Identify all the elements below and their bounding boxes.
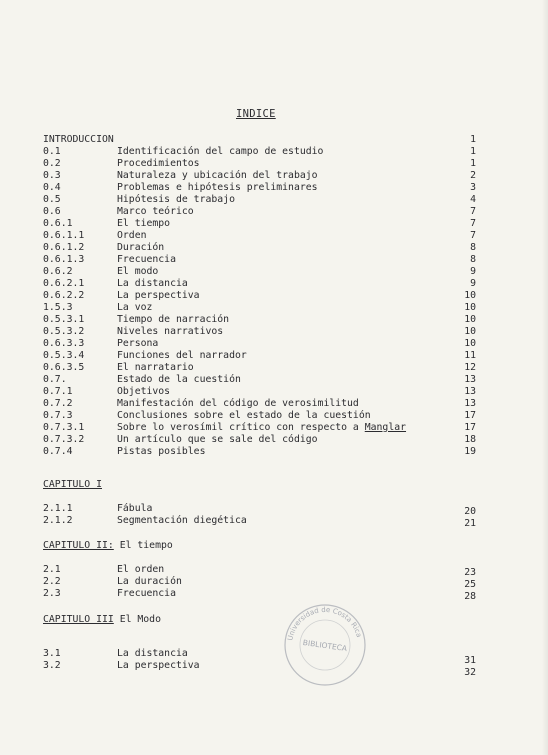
entry-page: 1 [470, 146, 476, 157]
entry-page: 23 [464, 567, 476, 578]
entry-page: 17 [464, 410, 476, 421]
entry-title: El narratario [117, 362, 194, 373]
entry-page: 3 [470, 182, 476, 193]
entry-number: 2.1.1 [43, 503, 73, 514]
chapter-label: CAPITULO III [43, 614, 114, 625]
entry-number: 3.2 [43, 660, 61, 671]
entry-title: Problemas e hipótesis preliminares [117, 182, 318, 193]
entry-title-text: Sobre lo verosímil crítico con respecto a [117, 422, 365, 433]
entry-number: 0.7.4 [43, 446, 73, 457]
entry-number: 0.7.1 [43, 386, 73, 397]
intro-label: INTRODUCCION [43, 134, 114, 145]
entry-number: 0.7. [43, 374, 67, 385]
entry-page: 20 [464, 506, 476, 517]
chapter-heading-2 [43, 540, 173, 552]
entry-page: 4 [470, 194, 476, 205]
entry-number: 0.6.1 [43, 218, 73, 229]
entry-page: 7 [470, 230, 476, 241]
toc-entry [0, 266, 548, 278]
chapter-heading-3 [43, 614, 161, 626]
entry-title: Manifestación del código de verosimilitud [117, 398, 359, 409]
entry-title: Persona [117, 338, 159, 349]
toc-entry [0, 410, 548, 422]
entry-number: 0.6.3.5 [43, 362, 85, 373]
entry-number: 0.6.1.3 [43, 254, 85, 265]
entry-page: 7 [470, 206, 476, 217]
entry-number: 0.6.2.1 [43, 278, 85, 289]
underlined-novel-title: Manglar [364, 422, 407, 433]
entry-title: La distancia [117, 648, 188, 659]
entry-number: 1.5.3 [43, 302, 73, 313]
entry-number: 0.5.3.1 [43, 314, 85, 325]
chapter-label: CAPITULO II: [43, 540, 114, 551]
toc-entry [0, 278, 548, 290]
entry-page: 25 [464, 579, 476, 590]
entry-number: 2.1.2 [43, 515, 73, 526]
entry-title: Funciones del narrador [117, 350, 247, 361]
toc-entry [0, 326, 548, 338]
entry-page: 21 [464, 518, 476, 529]
entry-title: Identificación del campo de estudio [117, 146, 324, 157]
entry-page: 9 [470, 266, 476, 277]
entry-number: 0.3 [43, 170, 61, 181]
entry-number: 0.6.1.2 [43, 242, 85, 253]
entry-page: 18 [464, 434, 476, 445]
entry-page: 10 [464, 338, 476, 349]
entry-title: Procedimientos [117, 158, 200, 169]
entry-page: 10 [464, 326, 476, 337]
entry-title: Estado de la cuestión [117, 374, 241, 385]
stamp-center-text: BIBLIOTECA [302, 637, 348, 654]
entry-title: Objetivos [117, 386, 171, 397]
toc-entry [0, 254, 548, 266]
toc-entry [0, 398, 548, 410]
entry-number: 2.2 [43, 576, 61, 587]
entry-page: 8 [470, 242, 476, 253]
entry-number: 2.1 [43, 564, 61, 575]
entry-number: 2.3 [43, 588, 61, 599]
toc-entry [0, 218, 548, 230]
entry-number: 3.1 [43, 648, 61, 659]
entry-page: 19 [464, 446, 476, 457]
toc-entry [0, 290, 548, 302]
entry-title: La duración [117, 576, 182, 587]
entry-title: Segmentación diegética [117, 515, 247, 526]
toc-entry [0, 170, 548, 182]
entry-number: 0.6.1.1 [43, 230, 85, 241]
entry-number: 0.5 [43, 194, 61, 205]
entry-page: 28 [464, 591, 476, 602]
entry-title: El tiempo [117, 218, 171, 229]
toc-entry [0, 374, 548, 386]
chapter-label: CAPITULO I [43, 479, 102, 490]
toc-entry [0, 242, 548, 254]
entry-title: La distancia [117, 278, 188, 289]
entry-number: 0.2 [43, 158, 61, 169]
entry-page: 13 [464, 398, 476, 409]
toc-entry [0, 230, 548, 242]
toc-entry [0, 314, 548, 326]
entry-number: 0.7.3.2 [43, 434, 85, 445]
entry-title [117, 422, 406, 434]
toc-entry [0, 302, 548, 314]
toc-entry [0, 386, 548, 398]
entry-title: El modo [117, 266, 159, 277]
toc-entry [0, 338, 548, 350]
entry-title: La perspectiva [117, 290, 200, 301]
library-stamp [280, 600, 370, 690]
entry-page: 9 [470, 278, 476, 289]
entry-page: 12 [464, 362, 476, 373]
entry-page: 31 [464, 655, 476, 666]
entry-title: Frecuencia [117, 254, 176, 265]
toc-entry [0, 576, 548, 588]
chapter-heading-1 [43, 479, 102, 491]
intro-row [0, 134, 548, 146]
toc-entry [0, 660, 548, 678]
entry-page: 8 [470, 254, 476, 265]
entry-title: Fábula [117, 503, 153, 514]
entry-title: Conclusiones sobre el estado de la cuestión [117, 410, 371, 421]
chapter-subtitle: El tiempo [119, 540, 173, 551]
entry-number: 0.7.3 [43, 410, 73, 421]
toc-entry [0, 350, 548, 362]
toc-entry [0, 515, 548, 527]
stamp-ring-text: Universidad de Costa Rica [286, 605, 364, 642]
entry-page: 10 [464, 302, 476, 313]
toc-entry [0, 206, 548, 218]
entry-number: 0.5.3.4 [43, 350, 85, 361]
toc-entry [0, 194, 548, 206]
entry-title: Marco teórico [117, 206, 194, 217]
entry-title: La perspectiva [117, 660, 200, 671]
toc-entry [0, 182, 548, 194]
entry-page: 17 [464, 422, 476, 433]
entry-title: Niveles narrativos [117, 326, 224, 337]
entry-title: Hipótesis de trabajo [117, 194, 235, 205]
entry-title: El orden [117, 564, 165, 575]
entry-page: 13 [464, 374, 476, 385]
toc-entry [0, 434, 548, 446]
toc-entry [0, 146, 548, 158]
entry-page: 10 [464, 290, 476, 301]
toc-entry [0, 422, 548, 434]
entry-title: Frecuencia [117, 588, 176, 599]
toc-entry [0, 503, 548, 515]
toc-entry [0, 158, 548, 170]
entry-number: 0.5.3.2 [43, 326, 85, 337]
intro-page: 1 [470, 134, 476, 145]
entry-page: 2 [470, 170, 476, 181]
entry-number: 0.4 [43, 182, 61, 193]
chapter-subtitle: El Modo [119, 614, 161, 625]
toc-entry [0, 588, 548, 600]
entry-number: 0.7.2 [43, 398, 73, 409]
entry-number: 0.7.3.1 [43, 422, 85, 433]
entry-title: La voz [117, 302, 153, 313]
entry-number: 0.1 [43, 146, 61, 157]
entry-page: 10 [464, 314, 476, 325]
entry-title: Pistas posibles [117, 446, 206, 457]
entry-number: 0.6 [43, 206, 61, 217]
entry-page: 13 [464, 386, 476, 397]
toc-entry [0, 446, 548, 458]
entry-number: 0.6.2 [43, 266, 73, 277]
entry-page: 11 [464, 350, 476, 361]
entry-title: Orden [117, 230, 147, 241]
entry-title: Un artículo que se sale del código [117, 434, 318, 445]
entry-number: 0.6.3.3 [43, 338, 85, 349]
entry-title: Tiempo de narración [117, 314, 230, 325]
entry-title: Duración [117, 242, 165, 253]
toc-entry [0, 362, 548, 374]
entry-page: 7 [470, 218, 476, 229]
entry-number: 0.6.2.2 [43, 290, 85, 301]
entry-page: 32 [464, 667, 476, 678]
page-title: INDICE [236, 108, 276, 120]
entry-page: 1 [470, 158, 476, 169]
entry-title: Naturaleza y ubicación del trabajo [117, 170, 318, 181]
toc-entry [0, 564, 548, 576]
